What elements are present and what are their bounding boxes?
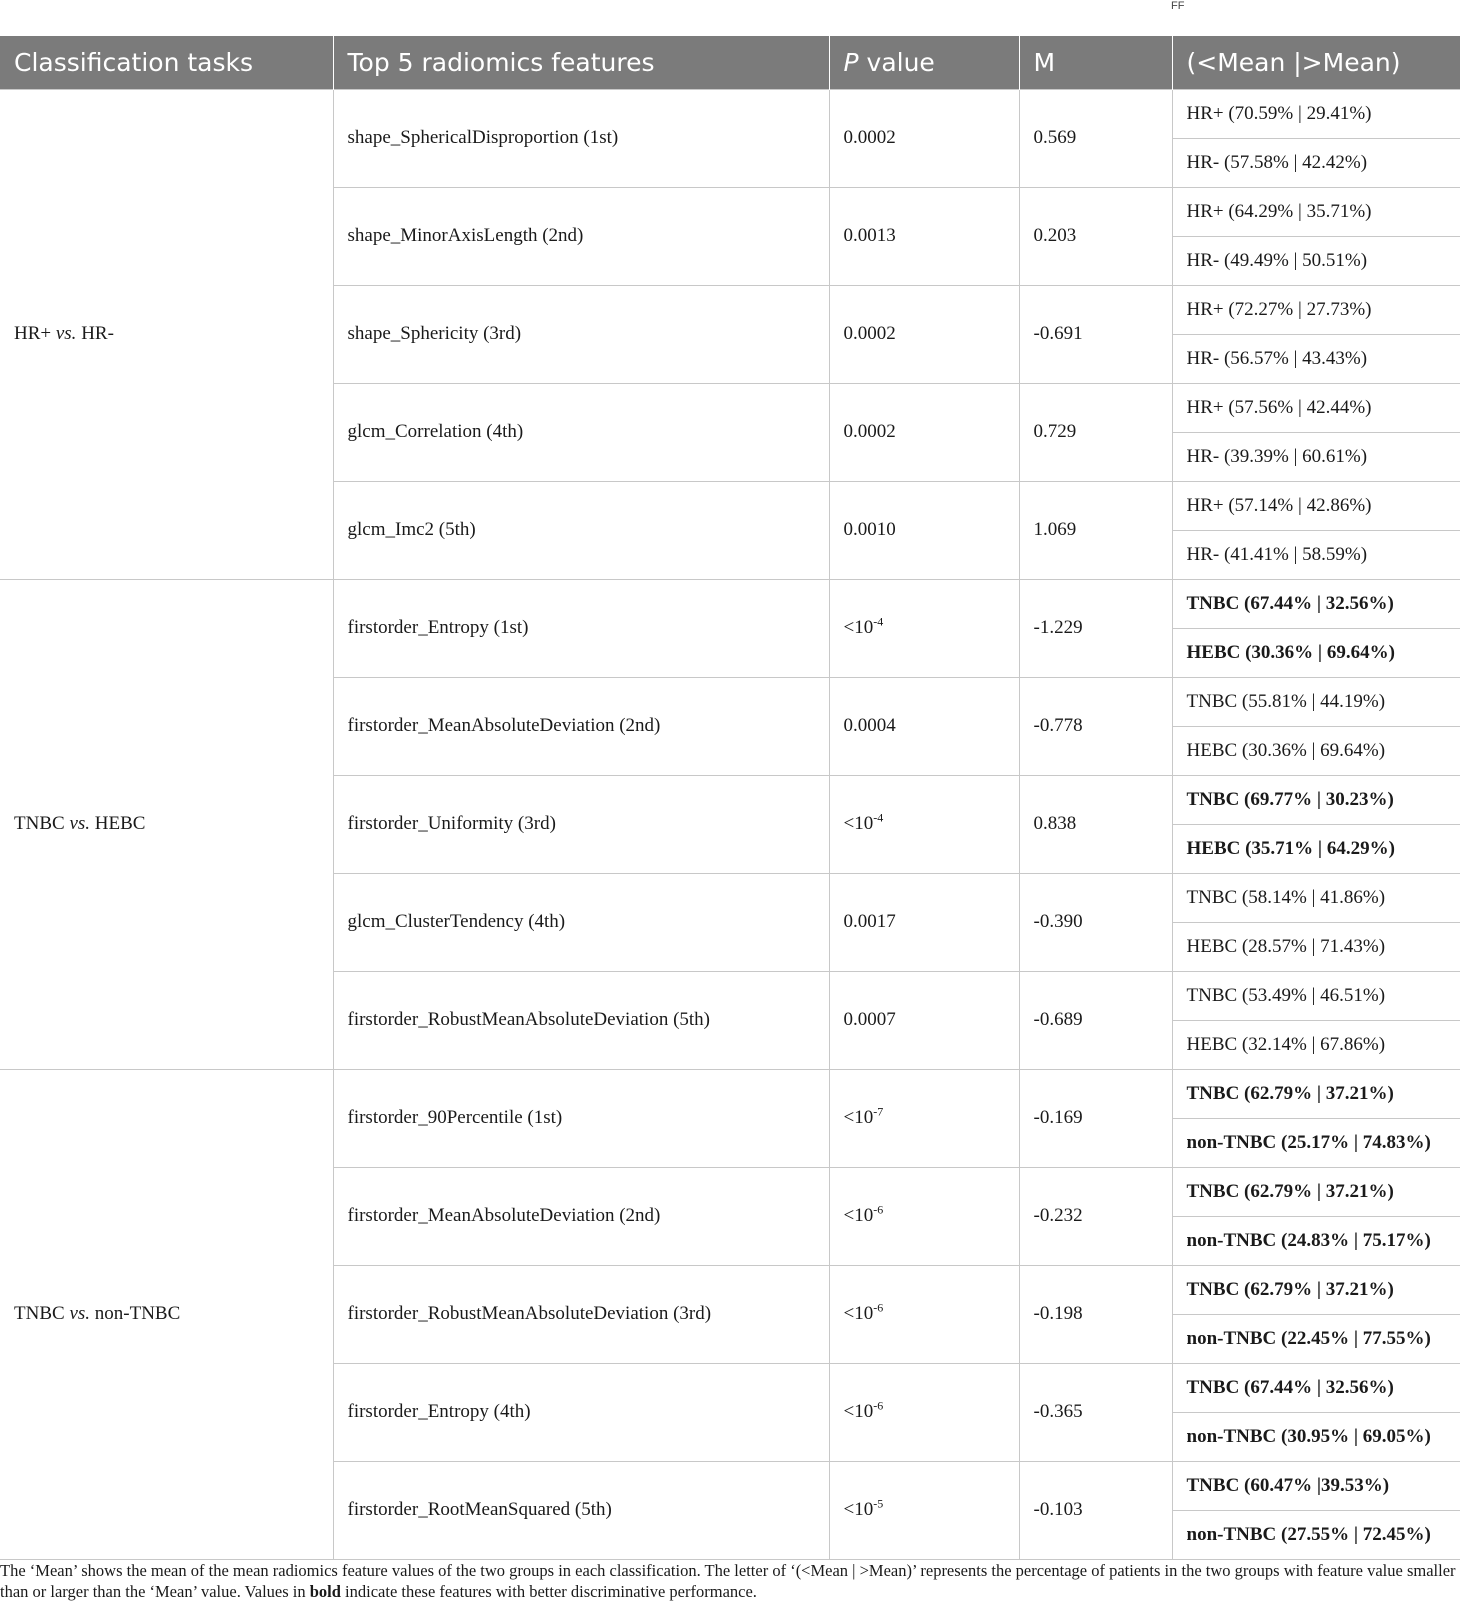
m-value-cell: -0.365 [1019,1363,1172,1461]
m-value-cell: -0.778 [1019,677,1172,775]
p-value-base: 0.0002 [843,323,896,344]
p-value-cell [829,775,1019,873]
feature-name-cell: glcm_Correlation (4th) [333,383,829,481]
mean-split-line: non-TNBC (30.95% | 69.05%) [1173,1412,1460,1461]
mean-split-line: non-TNBC (25.17% | 74.83%) [1173,1118,1460,1167]
mean-split-line: TNBC (62.79% | 37.21%) [1186,1180,1394,1202]
task-group-a: TNBC [14,1303,70,1324]
m-value-cell: -0.691 [1019,285,1172,383]
p-value-exponent: -4 [873,614,884,629]
mean-split-cell [1172,775,1460,873]
mean-split-line: TNBC (58.14% | 41.86%) [1186,886,1386,908]
p-value-cell [829,1461,1019,1559]
m-value-cell: -0.198 [1019,1265,1172,1363]
mean-split-cell [1172,481,1460,579]
table-row [0,89,1460,187]
mean-split-line: non-TNBC (22.45% | 77.55%) [1173,1314,1460,1363]
mean-split-line: TNBC (69.77% | 30.23%) [1186,788,1394,810]
m-value-cell: -0.232 [1019,1167,1172,1265]
mean-split-line: HEBC (30.36% | 69.64%) [1173,628,1460,677]
p-value-exponent: -5 [873,1496,884,1511]
feature-name-cell: firstorder_MeanAbsoluteDeviation (2nd) [333,1167,829,1265]
p-value-cell [829,677,1019,775]
p-value-cell [829,1363,1019,1461]
mean-split-line: HEBC (28.57% | 71.43%) [1173,922,1460,971]
mean-split-cell [1172,187,1460,285]
mean-split-line: TNBC (67.44% | 32.56%) [1186,1376,1394,1398]
m-value-cell: -0.390 [1019,873,1172,971]
m-value-cell: 0.569 [1019,89,1172,187]
task-group-b: non-TNBC [90,1303,181,1324]
task-group-a: TNBC [14,813,70,834]
p-value-base: 0.0004 [843,715,896,736]
p-value-exponent: -6 [873,1398,884,1413]
footnote-part1: The ‘Mean’ shows the mean of the mean radiomics feature values of the two groups in each classification. The letter of ‘(<Mean | >Mean)’ represents the percentage of patients in the two groups with feature value smaller than or larger than the ‘Mean’ value. Values in [0,1561,1456,1601]
radiomics-features-table [0,36,1460,1560]
mean-split-line: TNBC (60.47% |39.53%) [1186,1474,1390,1496]
m-value-cell: -0.689 [1019,971,1172,1069]
m-value-cell: 0.838 [1019,775,1172,873]
table-footnote [0,1560,1460,1602]
p-value-exponent: -6 [873,1202,884,1217]
header-top-features: Top 5 radiomics features [333,36,829,89]
mean-split-line: HR- (57.58% | 42.42%) [1173,138,1460,187]
mean-split-line: non-TNBC (27.55% | 72.45%) [1173,1510,1460,1559]
task-group-a: HR+ [14,323,56,344]
header-p-rest: value [858,47,935,77]
p-value-cell [829,187,1019,285]
feature-name-cell: firstorder_MeanAbsoluteDeviation (2nd) [333,677,829,775]
feature-name-cell: glcm_ClusterTendency (4th) [333,873,829,971]
mean-split-cell [1172,89,1460,187]
p-value-base: 0.0010 [843,519,896,540]
mean-split-line: HR+ (57.14% | 42.86%) [1186,494,1372,516]
feature-name-cell: firstorder_Entropy (4th) [333,1363,829,1461]
classification-task-cell [0,89,333,579]
p-value-cell [829,1167,1019,1265]
feature-name-cell: firstorder_RootMeanSquared (5th) [333,1461,829,1559]
table-row [0,1069,1460,1167]
p-value-base: 0.0002 [843,421,896,442]
p-value-base: <10 [843,617,874,638]
mean-split-line: TNBC (53.49% | 46.51%) [1186,984,1386,1006]
mean-split-cell [1172,285,1460,383]
p-value-base: 0.0017 [843,911,896,932]
task-group-b: HEBC [90,813,146,834]
p-value-cell [829,873,1019,971]
mean-split-cell [1172,383,1460,481]
mean-split-line: HEBC (35.71% | 64.29%) [1173,824,1460,873]
p-value-base: 0.0013 [843,225,896,246]
p-value-cell [829,89,1019,187]
p-value-base: <10 [843,813,874,834]
mean-split-line: TNBC (62.79% | 37.21%) [1186,1082,1394,1104]
table-row [0,579,1460,677]
mean-split-line: HR+ (70.59% | 29.41%) [1186,102,1372,124]
p-value-cell [829,383,1019,481]
mean-split-line: HR- (56.57% | 43.43%) [1173,334,1460,383]
feature-name-cell: firstorder_RobustMeanAbsoluteDeviation (5th) [333,971,829,1069]
header-p-italic: P [843,47,859,77]
mean-split-line: HR+ (64.29% | 35.71%) [1186,200,1372,222]
top-mark: FF [1171,0,1185,12]
p-value-base: <10 [843,1205,874,1226]
mean-split-cell [1172,1069,1460,1167]
p-value-base: 0.0007 [843,1009,896,1030]
feature-name-cell: shape_SphericalDisproportion (1st) [333,89,829,187]
classification-task-cell [0,1069,333,1559]
mean-split-line: HEBC (32.14% | 67.86%) [1173,1020,1460,1069]
m-value-cell: -0.169 [1019,1069,1172,1167]
p-value-cell [829,481,1019,579]
mean-split-line: TNBC (62.79% | 37.21%) [1186,1278,1394,1300]
p-value-exponent: -4 [873,810,884,825]
mean-split-cell [1172,971,1460,1069]
mean-split-cell [1172,677,1460,775]
mean-split-cell [1172,1363,1460,1461]
task-vs: vs. [69,1303,91,1324]
p-value-base: <10 [843,1499,874,1520]
p-value-base: <10 [843,1107,874,1128]
feature-name-cell: firstorder_90Percentile (1st) [333,1069,829,1167]
header-p-value [829,36,1019,89]
p-value-cell [829,1069,1019,1167]
header-classification-tasks: Classification tasks [0,36,333,89]
table-header-row [0,36,1460,89]
header-mean-split: (<Mean |>Mean) [1172,36,1460,89]
mean-split-cell [1172,873,1460,971]
footnote-bold-word: bold [309,1582,341,1601]
mean-split-line: TNBC (55.81% | 44.19%) [1186,690,1386,712]
p-value-cell [829,971,1019,1069]
mean-split-line: HEBC (30.36% | 69.64%) [1173,726,1460,775]
task-group-b: HR- [76,323,114,344]
mean-split-line: HR- (49.49% | 50.51%) [1173,236,1460,285]
feature-name-cell: shape_MinorAxisLength (2nd) [333,187,829,285]
p-value-cell [829,1265,1019,1363]
mean-split-cell [1172,579,1460,677]
m-value-cell: 0.203 [1019,187,1172,285]
p-value-cell [829,285,1019,383]
m-value-cell: 0.729 [1019,383,1172,481]
mean-split-cell [1172,1167,1460,1265]
classification-task-cell [0,579,333,1069]
feature-name-cell: firstorder_Entropy (1st) [333,579,829,677]
m-value-cell: -1.229 [1019,579,1172,677]
p-value-exponent: -6 [873,1300,884,1315]
feature-name-cell: firstorder_RobustMeanAbsoluteDeviation (3rd) [333,1265,829,1363]
mean-split-line: TNBC (67.44% | 32.56%) [1186,592,1394,614]
mean-split-line: HR- (41.41% | 58.59%) [1173,530,1460,579]
footnote-part2: indicate these features with better discriminative performance. [340,1582,757,1601]
header-m: M [1019,36,1172,89]
mean-split-line: non-TNBC (24.83% | 75.17%) [1173,1216,1460,1265]
p-value-base: <10 [843,1303,874,1324]
feature-name-cell: shape_Sphericity (3rd) [333,285,829,383]
table-body [0,89,1460,1559]
p-value-exponent: -7 [873,1104,884,1119]
p-value-cell [829,579,1019,677]
p-value-base: 0.0002 [843,127,896,148]
mean-split-line: HR+ (57.56% | 42.44%) [1186,396,1372,418]
m-value-cell: 1.069 [1019,481,1172,579]
p-value-base: <10 [843,1401,874,1422]
m-value-cell: -0.103 [1019,1461,1172,1559]
task-vs: vs. [55,323,77,344]
feature-name-cell: firstorder_Uniformity (3rd) [333,775,829,873]
feature-name-cell: glcm_Imc2 (5th) [333,481,829,579]
task-vs: vs. [69,813,91,834]
mean-split-cell [1172,1461,1460,1559]
mean-split-line: HR+ (72.27% | 27.73%) [1186,298,1372,320]
mean-split-cell [1172,1265,1460,1363]
mean-split-line: HR- (39.39% | 60.61%) [1173,432,1460,481]
